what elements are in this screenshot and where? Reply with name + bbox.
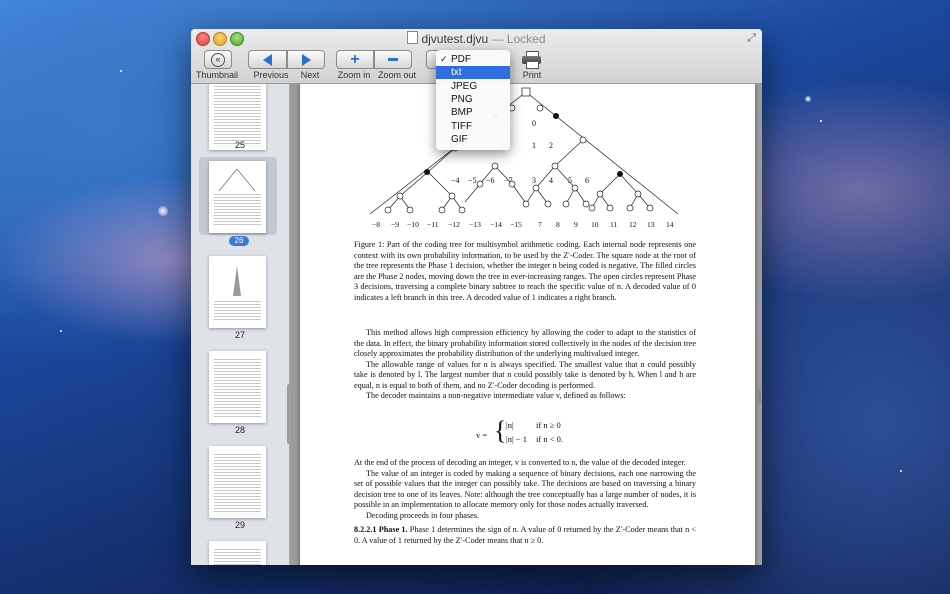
arrow-left-icon [263, 54, 272, 66]
equation-brace: { [494, 416, 507, 445]
paragraph: The allowable range of values for n is always specified. The smallest value that n could possibly take is denoted by l. The largest number that n could possibly take is denoted by h. When l and h are equal, n is equal to both of them, and no Z′-Coder decoding is performed. [354, 359, 696, 390]
minus-icon [388, 58, 398, 61]
window-status: — Locked [491, 32, 546, 46]
print-icon[interactable] [522, 51, 542, 69]
page-thumbnail[interactable] [209, 446, 266, 518]
paragraph: The decoder maintains a non-negative intermediate value v, defined as follows: [366, 391, 626, 400]
equation-case: |n| − 1 [506, 434, 527, 444]
equation-case: |n| [506, 420, 514, 430]
checkmark-icon: ✓ [440, 54, 448, 64]
tree-label: −8 [372, 220, 381, 229]
tree-label: 7 [538, 220, 542, 229]
tree-label: 0 [532, 119, 536, 128]
tree-label: −14 [490, 220, 502, 229]
body-text-2 [354, 458, 696, 546]
menu-item-jpeg[interactable] [436, 80, 510, 93]
menu-item-pdf[interactable] [436, 53, 510, 66]
background-star [805, 96, 811, 102]
menu-item-label: GIF [451, 134, 468, 145]
page-thumbnail[interactable] [209, 541, 266, 565]
tree-label: 10 [591, 220, 599, 229]
document-page [300, 84, 755, 565]
tree-label: 9 [574, 220, 578, 229]
document-scrollbar[interactable] [756, 389, 761, 405]
menu-item-bmp[interactable] [436, 106, 510, 119]
tree-label: 4 [549, 176, 553, 185]
paragraph: Decoding proceeds in four phases. [366, 510, 479, 520]
coding-tree-figure [300, 84, 755, 234]
menu-item-tiff[interactable] [436, 120, 510, 133]
background-star [60, 330, 62, 332]
tree-label: −10 [407, 220, 419, 229]
tree-label: −7 [504, 176, 513, 185]
tree-label: 2 [549, 141, 553, 150]
next-button[interactable] [287, 50, 325, 69]
previous-label: Previous [253, 70, 289, 80]
tree-label: 8 [556, 220, 560, 229]
paragraph: Phase 1 determines the sign of n. A value of 0 returned by the Z′-Coder means that n < 0. A value of 1 returned by the Z′-Coder means that n ≥ 0. [354, 525, 696, 545]
zoom-in-button[interactable] [336, 50, 374, 69]
tree-label: −5 [468, 176, 477, 185]
zoom-in-label: Zoom in [337, 70, 371, 80]
caption-text: Figure 1: Part of the coding tree for multisymbol arithmetic coding. Each internal node represents one context with its own probability information, to be used by the Z′-Coder. The square node at the root of the tree represents the Phase 1 decision, whether the integer n being coded is negative. The filled circles are the Phase 2 nodes, moving down the tree in ever-increasing ranges. The open circles represent Phase 3 decisions, traversing a complete binary subtree to reach the specific value of n. A decoded value of 0 indicates a left branch in this tree. A decoded value of 1 indicates a right branch. [354, 240, 696, 302]
tree-labels-middle [451, 176, 589, 185]
tree-label: −12 [448, 220, 460, 229]
zoom-out-label: Zoom out [377, 70, 417, 80]
page-number-label: 25 [234, 140, 245, 150]
menu-item-label: PDF [451, 54, 471, 65]
equation-condition: if n < 0. [536, 434, 563, 444]
window-filename: djvutest.djvu [421, 32, 489, 46]
background-star [820, 120, 822, 122]
thumbnail-sidebar [191, 84, 290, 565]
fullscreen-icon[interactable]: ⤢ [747, 32, 756, 44]
body-text-1 [354, 328, 696, 402]
menu-item-label: txt [451, 67, 462, 78]
page-number-label: 27 [234, 330, 245, 340]
paragraph: This method allows high compression efficiency by allowing the coder to adapt to the statistics of the data. In effect, the binary probability information stored collectively in the nodes of the decision tree closely approximates the probability distribution of the underlying multivalued integer. [354, 328, 696, 358]
zoom-out-button[interactable] [374, 50, 412, 69]
selected-page-badge: 26 [229, 236, 249, 246]
tree-label: 14 [666, 220, 674, 229]
tree-labels-leaves [372, 220, 674, 229]
page-thumbnail[interactable] [209, 256, 266, 328]
plus-icon: + [350, 50, 360, 68]
page-number-label: 28 [234, 425, 245, 435]
tree-label: 12 [629, 220, 637, 229]
arrow-right-icon [302, 54, 311, 66]
print-label: Print [522, 70, 542, 80]
menu-item-label: TIFF [451, 121, 473, 132]
background-star [900, 470, 902, 472]
tree-label: 6 [585, 176, 589, 185]
previous-button[interactable] [248, 50, 287, 69]
equation-lhs: v = [476, 430, 488, 440]
tree-label: 1 [532, 141, 536, 150]
format-dropdown-menu [436, 50, 510, 150]
menu-item-label: PNG [451, 94, 473, 105]
background-star [120, 70, 122, 72]
chevron-left-circle-icon: « [211, 53, 225, 67]
menu-item-label: BMP [451, 107, 473, 118]
thumbnail-tree-preview [209, 161, 266, 233]
tree-label: −13 [469, 220, 481, 229]
tree-label: 13 [647, 220, 655, 229]
tree-label: 11 [610, 220, 618, 229]
tree-label: −15 [510, 220, 522, 229]
tree-label: −9 [391, 220, 400, 229]
thumbnail-label: Thumbnail [195, 70, 239, 80]
tree-label: −6 [486, 176, 495, 185]
paragraph: The value of an integer is coded by making a sequence of binary decisions, each one narrowing the set of possible values that the integer can possibly take. The decisions are based on traversing a binary decision tree to one of its leaves. Note: although the tree conceptually has a large number of nodes, it is possible in an implementation to allocate memory only for those nodes actually traversed. [354, 468, 696, 509]
window-title [191, 31, 762, 46]
equation-condition: if n ≥ 0 [536, 420, 561, 430]
tree-label: −11 [427, 220, 439, 229]
tree-label: 3 [532, 176, 536, 185]
section-paragraph [354, 525, 696, 546]
figure-caption [354, 240, 696, 303]
thumbnail-chart-preview [209, 256, 266, 328]
next-label: Next [300, 70, 320, 80]
document-icon [407, 31, 418, 44]
paragraph: At the end of the process of decoding an integer, v is converted to n, the value of the decoded integer. [354, 458, 686, 467]
menu-item-txt[interactable] [436, 66, 510, 79]
menu-item-png[interactable] [436, 93, 510, 106]
menu-item-label: JPEG [451, 81, 478, 92]
thumbnail-button[interactable] [204, 50, 232, 69]
page-thumbnail-selected[interactable] [209, 161, 266, 233]
page-thumbnail[interactable] [209, 351, 266, 423]
tree-label: 5 [568, 176, 572, 185]
tree-label: −4 [451, 176, 460, 185]
menu-item-gif[interactable] [436, 133, 510, 146]
page-number-label: 29 [234, 520, 245, 530]
background-star [158, 206, 168, 216]
section-heading: 8.2.2.1 Phase 1. [354, 525, 408, 534]
document-view[interactable] [290, 84, 762, 565]
